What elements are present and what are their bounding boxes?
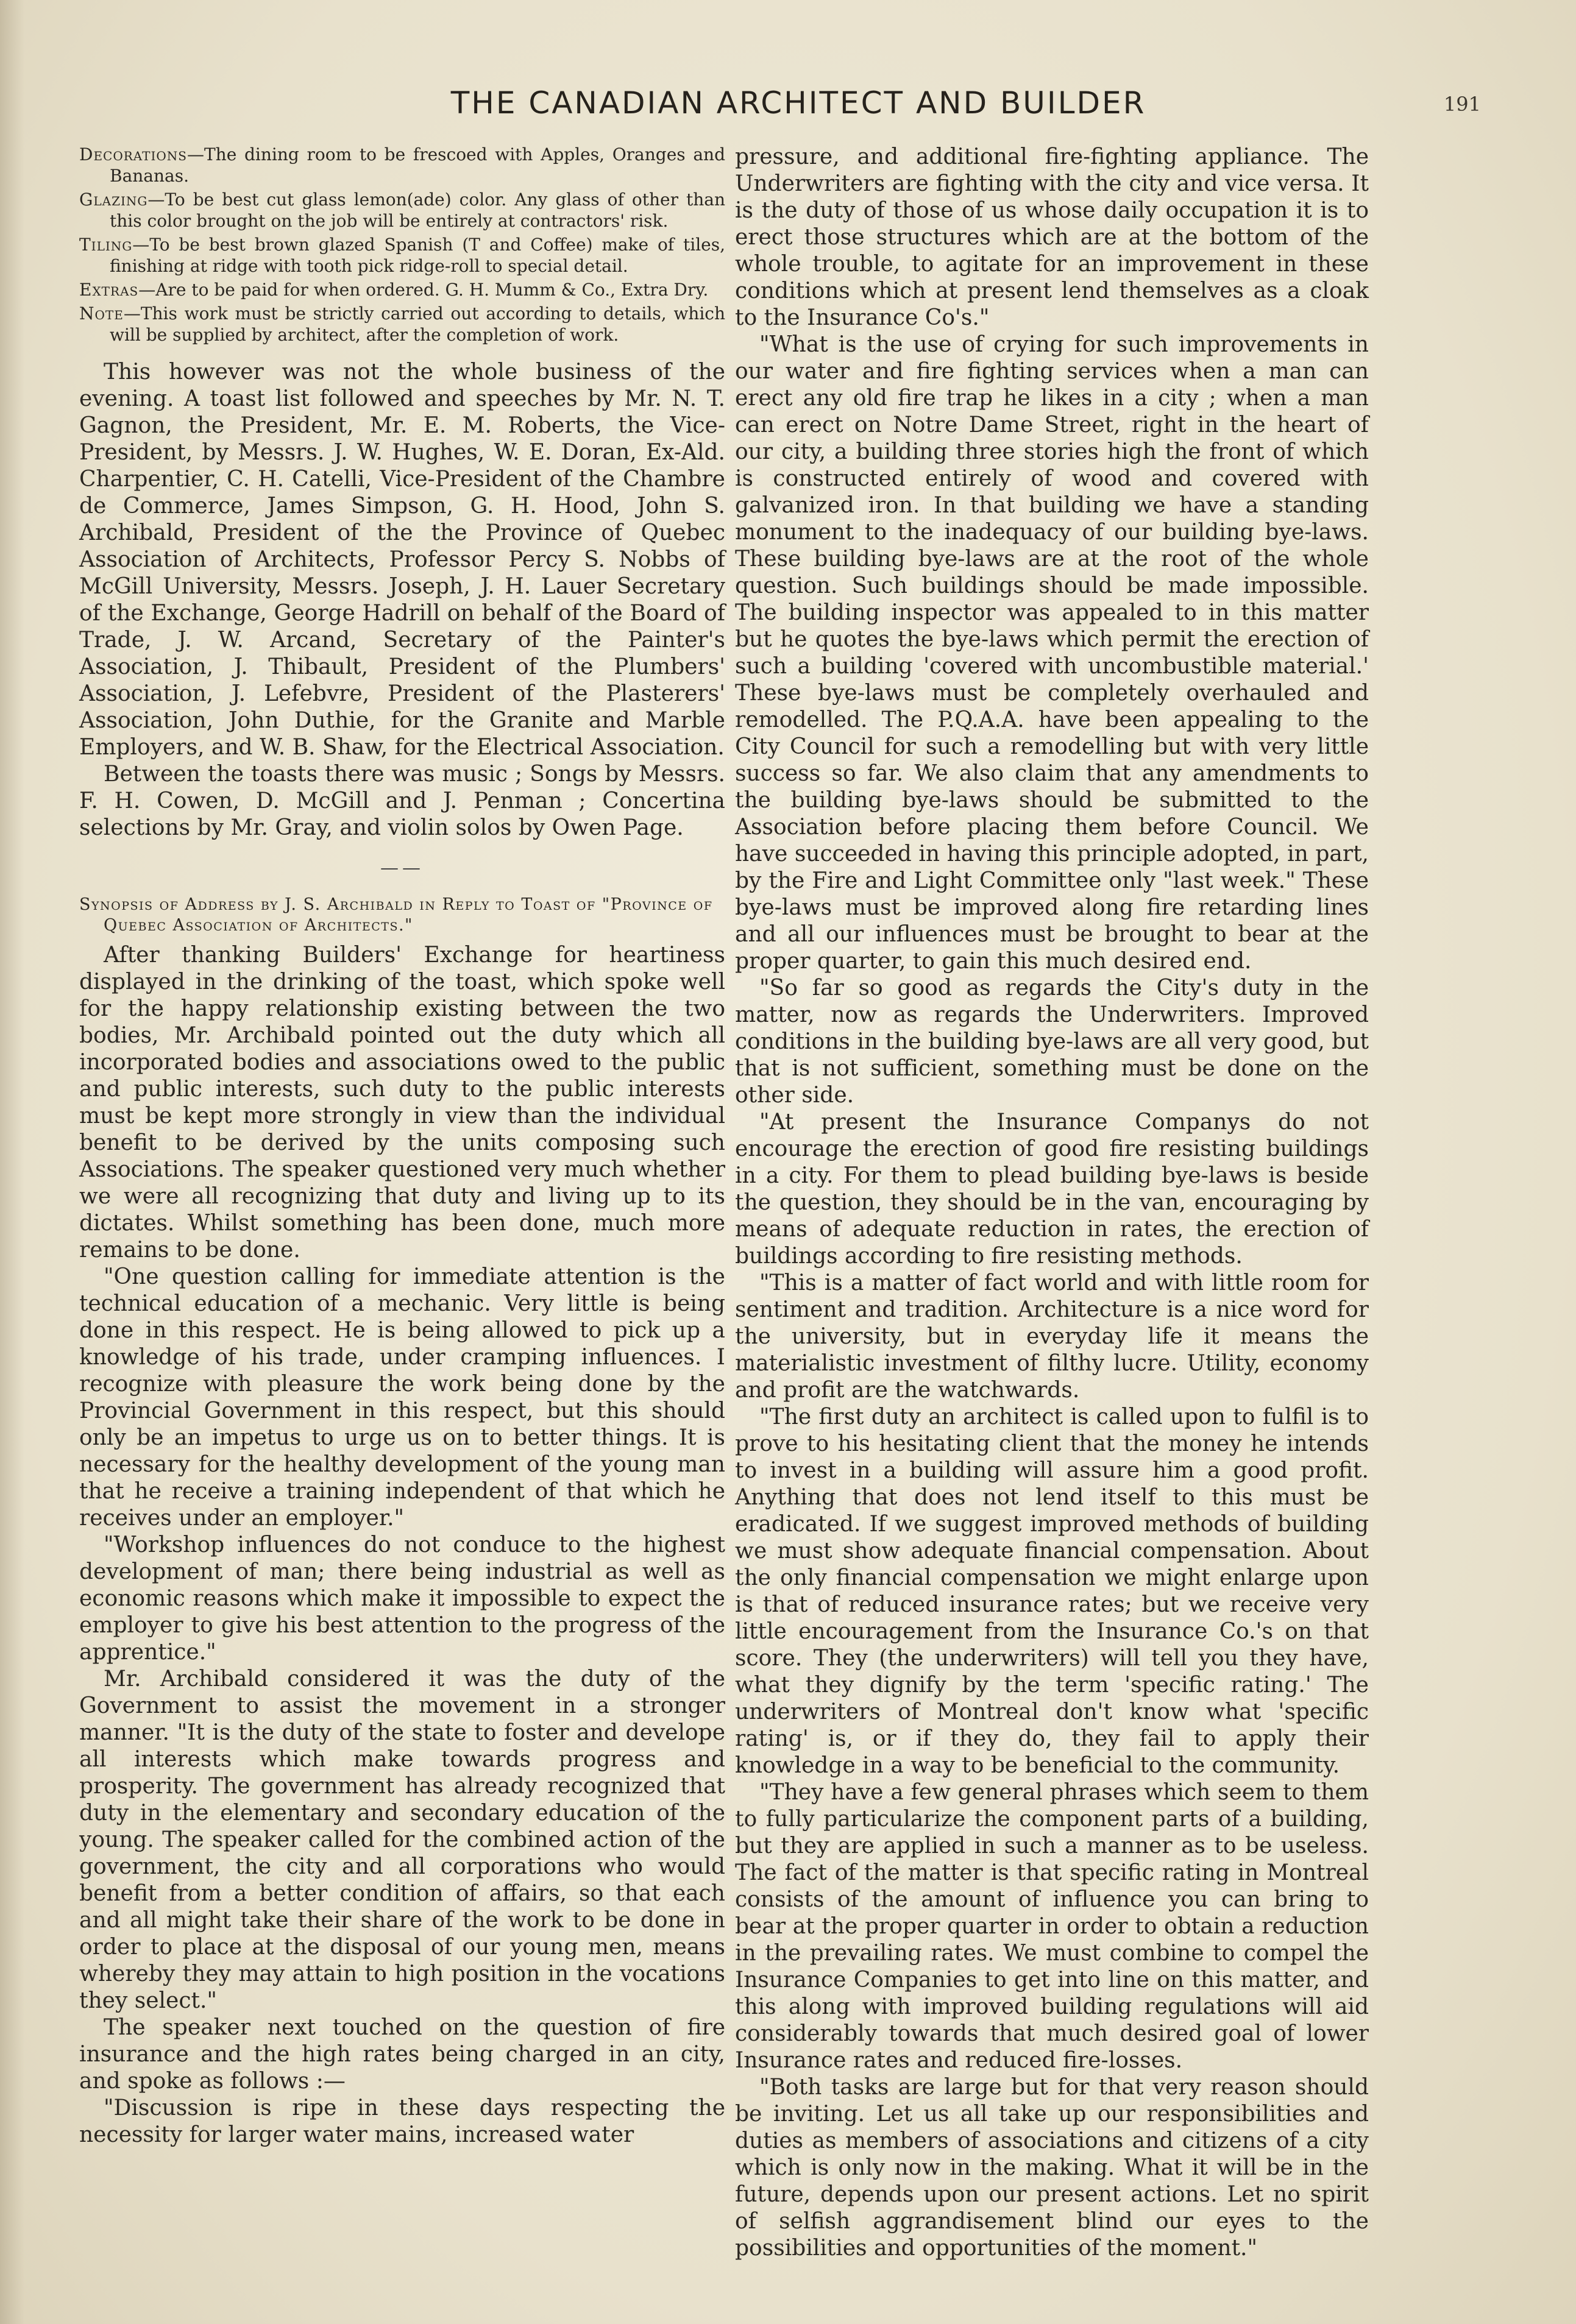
paragraph-first-duty: "The first duty an architect is called upon to fulfil is to prove to his hesitating client that the money he intends to invest in a building will assure him a good profit. Anything that does not lend itself to this must be eradicated. If we suggest improved methods of building we must show adequate financial compensation. About the only financial compensation we might enlarge upon is that of reduced insurance rates; but we receive very little encouragement from the Insurance Co.'s on that score. They (the underwriters) will tell you they have, what they dignify by the term 'specific rating.' The underwriters of Montreal don't know what 'specific rating' is, or if they do, they fail to apply their knowledge in a way to be beneficial to the community. [735,1405,1369,1778]
page-edge-shadow [0,0,24,2324]
paragraph-fire-insurance: The speaker next touched on the question of fire insurance and the high rates being charged in an city, and spoke as follows :— [79,2015,725,2094]
paragraph-discussion-ripe: "Discussion is ripe in these days respecting the necessity for larger water mains, increased water [79,2095,725,2147]
spec-extras [79,279,725,300]
spec-decorations [79,144,725,186]
paragraph-music: Between the toasts there was music ; Songs by Messrs. F. H. Cowen, D. McGill and J. Penman ; Concertina selections by Mr. Gray, and violin solos by Owen Page. [79,762,725,840]
left-column [79,144,725,2149]
page-number: 191 [1443,93,1481,116]
spec-label: Note [79,303,124,324]
spec-tiling [79,234,725,277]
spec-note [79,303,725,345]
page-header [73,85,1536,134]
paragraph-technical-education: "One question calling for immediate attention is the technical education of a mechanic. Very little is being done in this respect. He is being allowed to pick up a knowledge of his trade, under cramping influences. I recognize with pleasure the work being done by the Provincial Government in this respect, but this should only be an impetus to urge us on to better things. It is necessary for the healthy development of the young man that he receive a training independent of that which he receives under an employer." [79,1264,725,1531]
running-title: THE CANADIAN ARCHITECT AND BUILDER [450,85,1146,121]
paragraph-workshop-influences: "Workshop influences do not conduce to the highest development of man; there being industrial as well as economic reasons which make it impossible to expect the employer to give his best attention to the progress of the apprentice." [79,1532,725,1665]
paragraph-matter-of-fact: "This is a matter of fact world and with little room for sentiment and tradition. Architecture is a nice word for the university, but in everyday life it means the materialistic investment of filthy lucre. Utility, economy and profit are the watchwards. [735,1270,1369,1403]
spec-text: —To be best cut glass lemon(ade) color. Any glass of other than this color brought on the job will be entirely at contractors' risk. [110,190,725,231]
section-heading: Synopsis of Address by J. S. Archibald in Reply to Toast of "Province of Quebec Association of Architects." [79,895,713,935]
spec-label: Glazing [79,190,148,210]
section-divider: —— [380,857,424,879]
paragraph-insurance-companys: "At present the Insurance Companys do not encourage the erection of good fire resisting buildings in a city. For them to plead building bye-laws is beside the question, they should be in the van, encouraging by means of adequate reduction in rates, the erection of buildings according to fire resisting methods. [735,1110,1369,1269]
paragraph-government-duty: Mr. Archibald considered it was the duty of the Government to assist the movement in a stronger manner. "It is the duty of the state to foster and develope all interests which make towards progress and prosperity. The government has already recognized that duty in the elementary and secondary education of the young. The speaker called for the combined action of the government, the city and all corporations who would benefit from a better condition of affairs, so that each and all might take their share of the work to be done in order to place at the disposal of our young men, means whereby they may attain to high position in the vocations they select." [79,1667,725,2013]
spec-glazing [79,189,725,232]
paragraph-general-phrases: "They have a few general phrases which seem to them to fully particularize the component parts of a building, but they are applied in such a manner as to be useless. The fact of the matter is that specific rating in Montreal consists of the amount of influence you can bring to bear at the proper quarter in order to obtain a reduction in the prevailing rates. We must combine to compel the Insurance Companies to get into line on this matter, and this along with improved building regulations will aid considerably towards that much desired goal of lower Insurance rates and reduced fire-losses. [735,1780,1369,2073]
spec-label: Decorations [79,144,187,165]
column-gutter [725,144,726,2258]
spec-text: —This work must be strictly carried out according to details, which will be supplied by architect, after the completion of work. [110,303,725,345]
paragraph-both-tasks: "Both tasks are large but for that very reason should be inviting. Let us all take up our responsibilities and duties as members of associations and citizens of a city which is only now in the making. What it will be in the future, depends upon our present actions. Let no spirit of selfish aggrandisement blind our eyes to the possibilities and opportunities of the moment." [735,2075,1369,2261]
spec-text: —The dining room to be frescoed with Apples, Oranges and Bananas. [110,144,725,186]
paragraph-so-far-so-good: "So far so good as regards the City's duty in the matter, now as regards the Underwriters. Improved conditions in the building bye-laws are all very good, but that is not sufficient, something must be done on the other side. [735,976,1369,1108]
spec-label: Extras [79,280,139,300]
paragraph-pressure: pressure, and additional fire-fighting appliance. The Underwriters are fighting with the city and vice versa. It is the duty of those of us whose daily occupation it is to erect those structures which are at the bottom of the whole trouble, to agitate for an improvement in these conditions which at present lend themselves as a cloak to the Insurance Co's." [735,144,1369,330]
paragraph-after-thanking: After thanking Builders' Exchange for heartiness displayed in the drinking of the toast, which spoke well for the happy relationship existing between the two bodies, Mr. Archibald pointed out the duty which all incorporated bodies and associations owed to the public and public interests, such duty to the public interests must be kept more strongly in view than the individual benefit to be derived by the units composing such Associations. The speaker questioned very much whether we were all recognizing that duty and living up to its dictates. Whilst something has been done, much more remains to be done. [79,943,725,1263]
right-column [735,144,1369,2262]
spec-text: —Are to be paid for when ordered. G. H. Mumm & Co., Extra Dry. [138,280,709,300]
spec-text: —To be best brown glazed Spanish (T and Coffee) make of tiles, finishing at ridge with tooth pick ridge-roll to special detail. [110,235,725,276]
spec-label: Tiling [79,235,133,255]
paragraph-crying-improvements: "What is the use of crying for such improvements in our water and fire fighting services when a man can erect any old fire trap he likes in a city ; when a man can erect on Notre Dame Street, right in the heart of our city, a building three stories high the front of which is constructed entirely of wood and covered with galvanized iron. In that building we have a standing monument to the inadequacy of our building bye-laws. These building bye-laws are at the root of the whole question. Such buildings should be made impossible. The building inspector was appealed to in this matter but he quotes the bye-laws which permit the erection of such a building 'covered with uncombustible material.' These bye-laws must be completely overhauled and remodelled. The P.Q.A.A. have been appealing to the City Council for such a remodelling but with very little success so far. We also claim that any amendments to the building bye-laws should be submitted to the Association before placing them before Council. We have succeeded in having this principle adopted, in part, by the Fire and Light Committee only "last week." These bye-laws must be improved along fire retarding lines and all our influences must be brought to bear at the proper quarter, to gain this much desired end. [735,332,1369,974]
paragraph-toast-list: This however was not the whole business of the evening. A toast list followed and speeches by Mr. N. T. Gagnon, the President, Mr. E. M. Roberts, the Vice-President, by Messrs. J. W. Hughes, W. E. Doran, Ex-Ald. Charpentier, C. H. Catelli, Vice-President of the Chambre de Commerce, James Simpson, G. H. Hood, John S. Archibald, President of the the Province of Quebec Association of Architects, Professor Percy S. Nobbs of McGill University, Messrs. Joseph, J. H. Lauer Secretary of the Exchange, George Hadrill on behalf of the Board of Trade, J. W. Arcand, Secretary of the Painter's Association, J. Thibault, President of the Plumbers' Association, J. Lefebvre, President of the Plasterers' Association, John Duthie, for the Granite and Marble Employers, and W. B. Shaw, for the Electrical Association. [79,360,725,760]
